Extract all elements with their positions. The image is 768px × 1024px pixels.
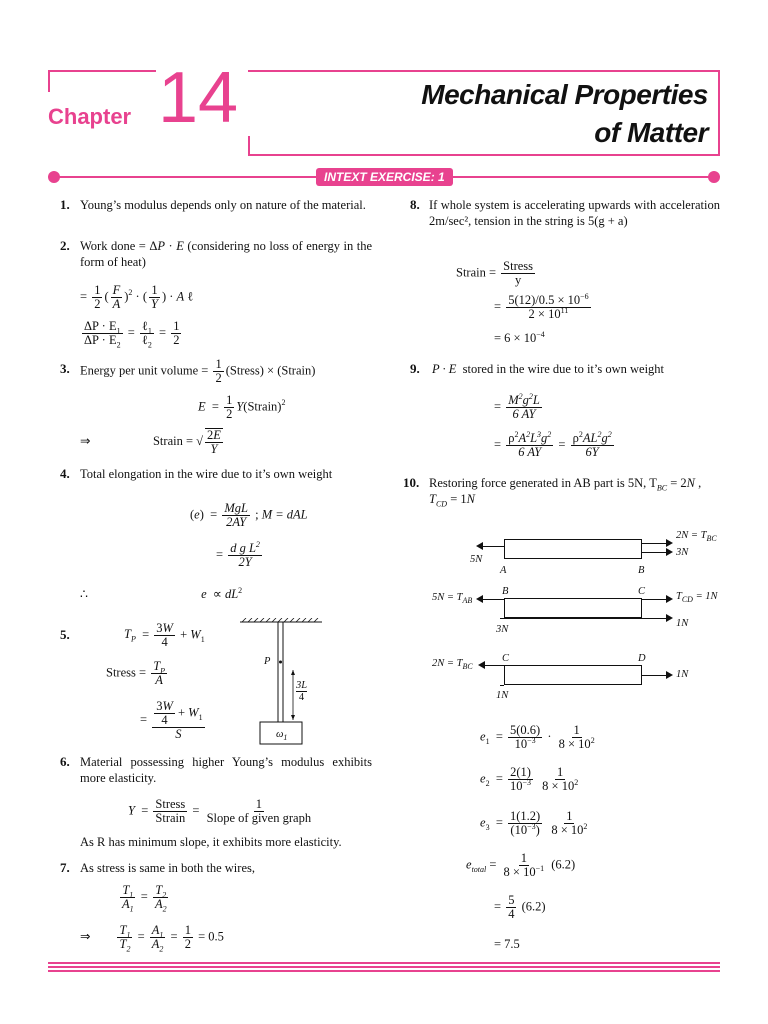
q2-text-a: Work done	[80, 239, 136, 253]
q2-number: 2.	[60, 238, 70, 253]
q10-final: = 7.5	[494, 937, 520, 951]
d1-right-top-arrow	[642, 543, 668, 544]
q4-text: Total elongation in the wire due to it’s own weight	[80, 467, 333, 481]
header-rule-right-vertical	[718, 70, 720, 156]
exercise-dot-left	[48, 171, 60, 183]
q8-eq-2: = $\frac{5(12)/0.5 \times 10^{-6}}{2 \times 10^{11}}$	[494, 291, 589, 321]
header-rule-left-top	[48, 70, 156, 72]
title-line-1: Mechanical Properties	[421, 79, 708, 110]
footer-rule-3	[48, 970, 720, 972]
q8-text: If whole system is accelerating upwards with acceleration 2m/sec², tension in the string is 5(g + a)	[429, 198, 720, 228]
d1-a-label: A	[500, 565, 507, 576]
d2-right-top-label: $T_{CD} = 1N$	[676, 591, 718, 605]
exercise-dot-right	[708, 171, 720, 183]
d1-left-arrow	[480, 546, 504, 547]
d3-right-arrowhead	[666, 671, 673, 679]
q6-text: Material possessing higher Young’s modulus exhibits more elasticity.	[80, 755, 372, 785]
title-line-2: of Matter	[594, 117, 708, 148]
header-rule-bottom-right	[248, 154, 720, 156]
q5-eq-1: $T_P$ = $\frac{3W}{4}$ + $W_1$	[124, 621, 205, 649]
d3-left-arrow	[482, 665, 504, 666]
footer-rule-1	[48, 962, 720, 964]
d3-left-label: $2N = T_{BC}$	[432, 658, 473, 672]
q3-eq-2: E = $\frac{1}{2}$ Y(Strain)$^2$	[198, 393, 286, 421]
exercise-label: INTEXT EXERCISE: 1	[316, 168, 453, 186]
d1-left-arrowhead	[476, 542, 483, 550]
q8-number: 8.	[410, 197, 420, 212]
q4-eq-2: = $\frac{d g L^2}{2Y}$	[216, 539, 260, 569]
q6-conclusion: As R has minimum slope, it exhibits more elasticity.	[80, 835, 342, 849]
q5-p-label: P	[264, 656, 271, 667]
q6-number: 6.	[60, 754, 70, 769]
d3-right-label: 1N	[676, 669, 689, 680]
d1-right-bot-arrow	[642, 552, 668, 553]
q5-number: 5.	[60, 627, 70, 642]
d1-right-top-label: $2N = T_{BC}$	[676, 530, 717, 544]
q2-eq-1: = $\frac{1}{2}$ ( $\frac{F}{A}$ )$^2$ · ( $\frac{1}{Y}$ ) · A ℓ	[80, 283, 194, 311]
q2-text-b: (considering no loss of energy in the form of heat)	[80, 239, 373, 269]
q7-result: = 0.5	[198, 929, 224, 944]
q9-number: 9.	[410, 361, 420, 376]
q8-eq-1: Strain = $\frac{\text{Stress}}{y}$	[456, 259, 534, 287]
rod-cd	[504, 665, 642, 685]
rod-bc	[504, 598, 642, 618]
q10-e3: $e_3$ = $\frac{1(1.2)}{(10^{-3})}$ $\frac{1}{8 \times 10^2}$	[480, 809, 588, 837]
q9-text: P · E stored in the wire due to it’s own weight	[432, 362, 665, 376]
q3-stress-strain: (Stress) × (Strain)	[225, 363, 316, 378]
q10-number: 10.	[403, 475, 420, 490]
chapter-word: Chapter	[48, 104, 132, 129]
q1-number: 1.	[60, 197, 70, 212]
d2-bot-label: 3N	[496, 624, 509, 635]
q3-eq-3: ⇒ Strain = √ $\frac{2E}{Y}$	[80, 428, 221, 456]
q9-eq-2: = $\frac{\rho^2A^2L^3g^2}{6 AY}$ = $\frac{\rho^2AL^2g^2}{6Y}$	[494, 429, 612, 459]
header-rule-top-right	[248, 70, 720, 72]
q8-eq-3: = $6 \times 10^{-4}$	[494, 329, 545, 345]
q3-strain-word: (Strain)	[243, 399, 282, 414]
d2-right-bot-arrow	[500, 618, 668, 619]
q10-etotal: $e_{total}$ = $\frac{1}{8 \times 10^{-1}}$ (6.2)	[466, 851, 576, 879]
d2-left-arrowhead	[476, 595, 483, 603]
d3-right-arrow	[642, 675, 668, 676]
chapter-title	[421, 76, 708, 152]
d2-left-label: $5N = T_{AB}$	[432, 592, 473, 606]
q5-len-label: 3L 4	[296, 680, 308, 703]
footer-rule-2	[48, 966, 720, 968]
q3-strain-label: Strain	[152, 433, 183, 448]
d1-right-bot-arrowhead	[666, 548, 673, 556]
q7-text: As stress is same in both the wires,	[80, 861, 255, 875]
chapter-number: 14	[158, 58, 239, 138]
q7-eq-2: ⇒ $\frac{T_1}{T_2}$ = $\frac{A_1}{A_2}$ = $\frac{1}{2}$ = 0.5	[80, 923, 224, 954]
q5-mass-label: $\omega_1$	[276, 729, 288, 743]
d1-right-bot-label: 3N	[676, 547, 689, 558]
q10-step2: = $\frac{5}{4}$ (6.2)	[494, 893, 546, 921]
d3-c-label: C	[502, 653, 510, 664]
d2-b-label: B	[502, 586, 509, 597]
q4-therefore: ∴	[80, 587, 88, 601]
q10-e2: $e_2$ = $\frac{2(1)}{10^{-3}}$ $\frac{1}{8 \times 10^2}$	[480, 765, 579, 793]
d1-left-label: 5N	[470, 554, 483, 565]
q2-eq-2: $\frac{\Delta P \cdot E_1}{\Delta P \cdot E_2}$ = $\frac{\ell_1}{\ell_2}$ = $\frac{1}{2}$	[84, 319, 180, 350]
q3-text: Energy per unit volume	[80, 363, 199, 378]
q4-eq-1: (e) = $\frac{\text{MgL}}{2AY}$ ; M = dAL	[190, 501, 308, 529]
d2-left-arrow	[480, 599, 504, 600]
q4-eq-3: ∴ $e \propto dL^2$	[80, 585, 243, 601]
d1-b-label: B	[638, 565, 645, 576]
header-rule-left-vertical	[48, 70, 50, 92]
d2-right-bot-arrowhead	[666, 614, 673, 622]
q9-eq-1: = $\frac{M^2g^2L}{6 AY}$	[494, 391, 540, 421]
q2-text: Work done = ΔP · E (considering no loss of energy in the form of heat)	[80, 239, 373, 269]
d2-right-bot-label: 1N	[676, 618, 689, 629]
header-rule-mid-vertical	[248, 136, 250, 156]
q4-number: 4.	[60, 466, 70, 481]
d2-c-label: C	[638, 586, 646, 597]
q4-side-label: M = dAL	[261, 507, 308, 522]
q3-number: 3.	[60, 361, 70, 376]
q10-text: Restoring force generated in AB part is 5N, $T_{BC} = 2N$ , $T_{CD} = 1N$	[429, 476, 702, 509]
d1-right-top-arrowhead	[666, 539, 673, 547]
q6-eq: Y = $\frac{\text{Stress}}{\text{Strain}}$ = $\frac{1}{\text{Slope of given graph}}$	[128, 797, 312, 825]
d3-bot-arrow	[500, 685, 504, 686]
q1-text: Young’s modulus depends only on nature of the material.	[80, 198, 366, 212]
q7-eq-1: $\frac{T_1}{A_1}$ = $\frac{T_2}{A_2}$	[122, 883, 167, 914]
d2-right-top-arrow	[642, 599, 668, 600]
q5-stress-label: Stress	[106, 665, 136, 680]
rod-ab	[504, 539, 642, 559]
q5-eq-3: = $\frac{3W}{4}$ + $W_1$ S	[140, 699, 203, 741]
q3-eq-1: Energy per unit volume = $\frac{1}{2}$ (Stress) × (Strain)	[80, 357, 316, 385]
d3-left-arrowhead	[478, 661, 485, 669]
d2-right-top-arrowhead	[666, 595, 673, 603]
d3-bot-label: 1N	[496, 690, 509, 701]
d3-d-label: D	[638, 653, 646, 664]
q10-e1: $e_1$ = $\frac{5(0.6)}{10^{-3}}$ · $\frac{1}{8 \times 10^2}$	[480, 723, 595, 751]
q5-eq-2: Stress = $\frac{T_P}{A}$	[106, 659, 166, 687]
q7-number: 7.	[60, 860, 70, 875]
